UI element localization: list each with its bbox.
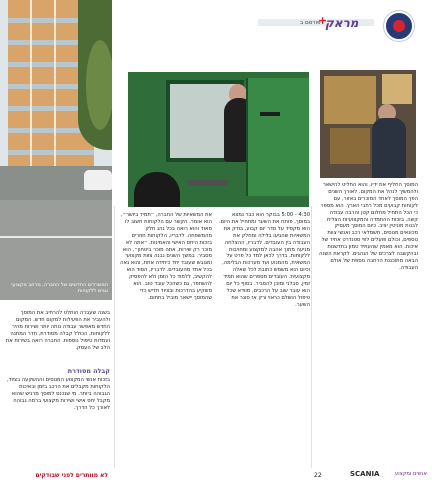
header-prefix: פורסם ב — [300, 20, 321, 26]
column-divider — [311, 206, 312, 468]
truck-driver-photo — [128, 72, 309, 207]
article-column-1: 4:30 - 5:00 בבוקר הוא כבר נמצא במוסך, פותח את השער ומתחיל את היום. הוא מקפיד על סדר יום קבוע, בודק את המשאיות שהגיעו בלילה ומחלק את העבודה בין העובדים. לדבריו, ההצלחה מגיעה מתוך אהבה למקצוע ומחויבות ללקוחות. בדרך לכאן למד כל פרט על המשאית, מהמנוע ועד מערכות הבלימה, וכיום הוא משמש כתובת לכל שאלה מקצועית. העובדים מספרים שהוא תמיד זמין, סבלני ומוכן להסביר. בסוף כל יום הוא עובר שוב על הרכבים, מוודא שכל טיפול הושלם כראוי ורק אז סוגר את השער. — [219, 212, 310, 308]
workshop-photo — [320, 70, 416, 178]
building-photo — [0, 0, 112, 300]
truck-handle — [260, 112, 280, 116]
workshop-equipment — [330, 128, 370, 164]
article-column-2: את המשאיות של החברה, ״תמיד ביושר״, הוא אומר. הקשר עם הלקוחות חשוב לו מאוד והוא רואה בכל נהג חלק מהמשפחה. לדבריו, הלקוחות חוזרים בזכות היחס האישי והאמינות. ״אתה לא מוכר רק שירות, אתה מוכר ביטחון״, הוא מסביר. במשך השנים נבנה צוות מקצועי ומגובש שעובד יחד כיחידה אחת, והוא גאה בכל אחד מהעובדים. לדבריו, הסוד הוא להקשיב, ללמוד כל הזמן ולא להפסיק להשתפר, גם כשהכל עובד טוב. הוא משקיע בהדרכות ובציוד חדיש כדי שהמוסך יישאר מוביל בתחום. — [120, 212, 212, 301]
photo-caption: המשרדים החדשים של החברה, מרחב מקצועי ונגיש ללקוחות — [11, 282, 108, 295]
header-plus: + — [318, 14, 328, 27]
footer-brand: SCANIA — [350, 470, 380, 478]
left-article-text: בשנה שעברה הוחלט להרחיב את המוסך ולהעביר את הפעילות למקום חדש. המקום החדש מאפשר עבודה נוחה יותר ושירות מהיר ללקוחות, הכולל קבלה מסודרת, חדר המתנה ועמדות טיפול נוספות. החברה רואה בשירות את הלב של העסק. — [5, 310, 110, 351]
tree-foliage — [86, 40, 112, 130]
building-column — [30, 0, 32, 166]
mechanic-figure — [372, 118, 406, 178]
workshop-shelves — [324, 76, 376, 124]
truck-wheel — [134, 172, 180, 207]
building-balcony — [8, 150, 94, 155]
scania-griffin-icon — [384, 11, 414, 41]
workshop-light — [382, 74, 412, 104]
column-divider — [114, 206, 115, 468]
bottom-banner-text: לא מוותרים לפני שבודקים — [35, 472, 108, 479]
parked-car — [84, 170, 112, 190]
article-column-3: המוסך החליף את ידיו, והוא החליט להישאר ולהמשיך לנהל את המקום. לאורך השנים הפך המוסך לאחד המוכרים באזור, עם לקוחות קבועים מכל רחבי הארץ. הוא מספר כי הכל התחיל מחלום קטן והרבה עבודה קשה. בזכות ההתמדה והמקצועיות הצליח לבנות מוניטין יציב. כיום המוסך מעסיק מכונאים מנוסים, חשמלאי רכב ואנשי צוות נוספים, וכולם פועלים לפי סטנדרט אחיד של איכות. הוא מאמין שהעתיד טמון בחדשנות ובהקשבה לצרכים של הנהגים. לקראת השנה הבאה מתוכננת הרחבה נוספת של אולם העבודה. — [319, 182, 418, 271]
truck-step — [188, 180, 228, 186]
building-column — [54, 0, 56, 166]
logo-center — [393, 20, 405, 32]
left-article-text: בזכות אנשי המקצוע המנוסים וההשקעה בציוד, הלקוחות מקבלים את הרכב בזמן ובאיכות הגבוהה ביותר. מי שנכנס למוסך מרגיש שהוא מקבל יחס אישי ושירות מקצועי ברמה גבוהה לאורך כל הדרך. — [6, 377, 110, 411]
footer-section: אנשים ומקצוע — [395, 471, 427, 477]
page-number: 22 — [314, 472, 322, 479]
road-marking — [0, 236, 112, 238]
truck-door — [246, 78, 309, 196]
left-subheading: קבלה מסודרת — [67, 367, 110, 375]
header-brand-word: מראק — [325, 16, 359, 30]
